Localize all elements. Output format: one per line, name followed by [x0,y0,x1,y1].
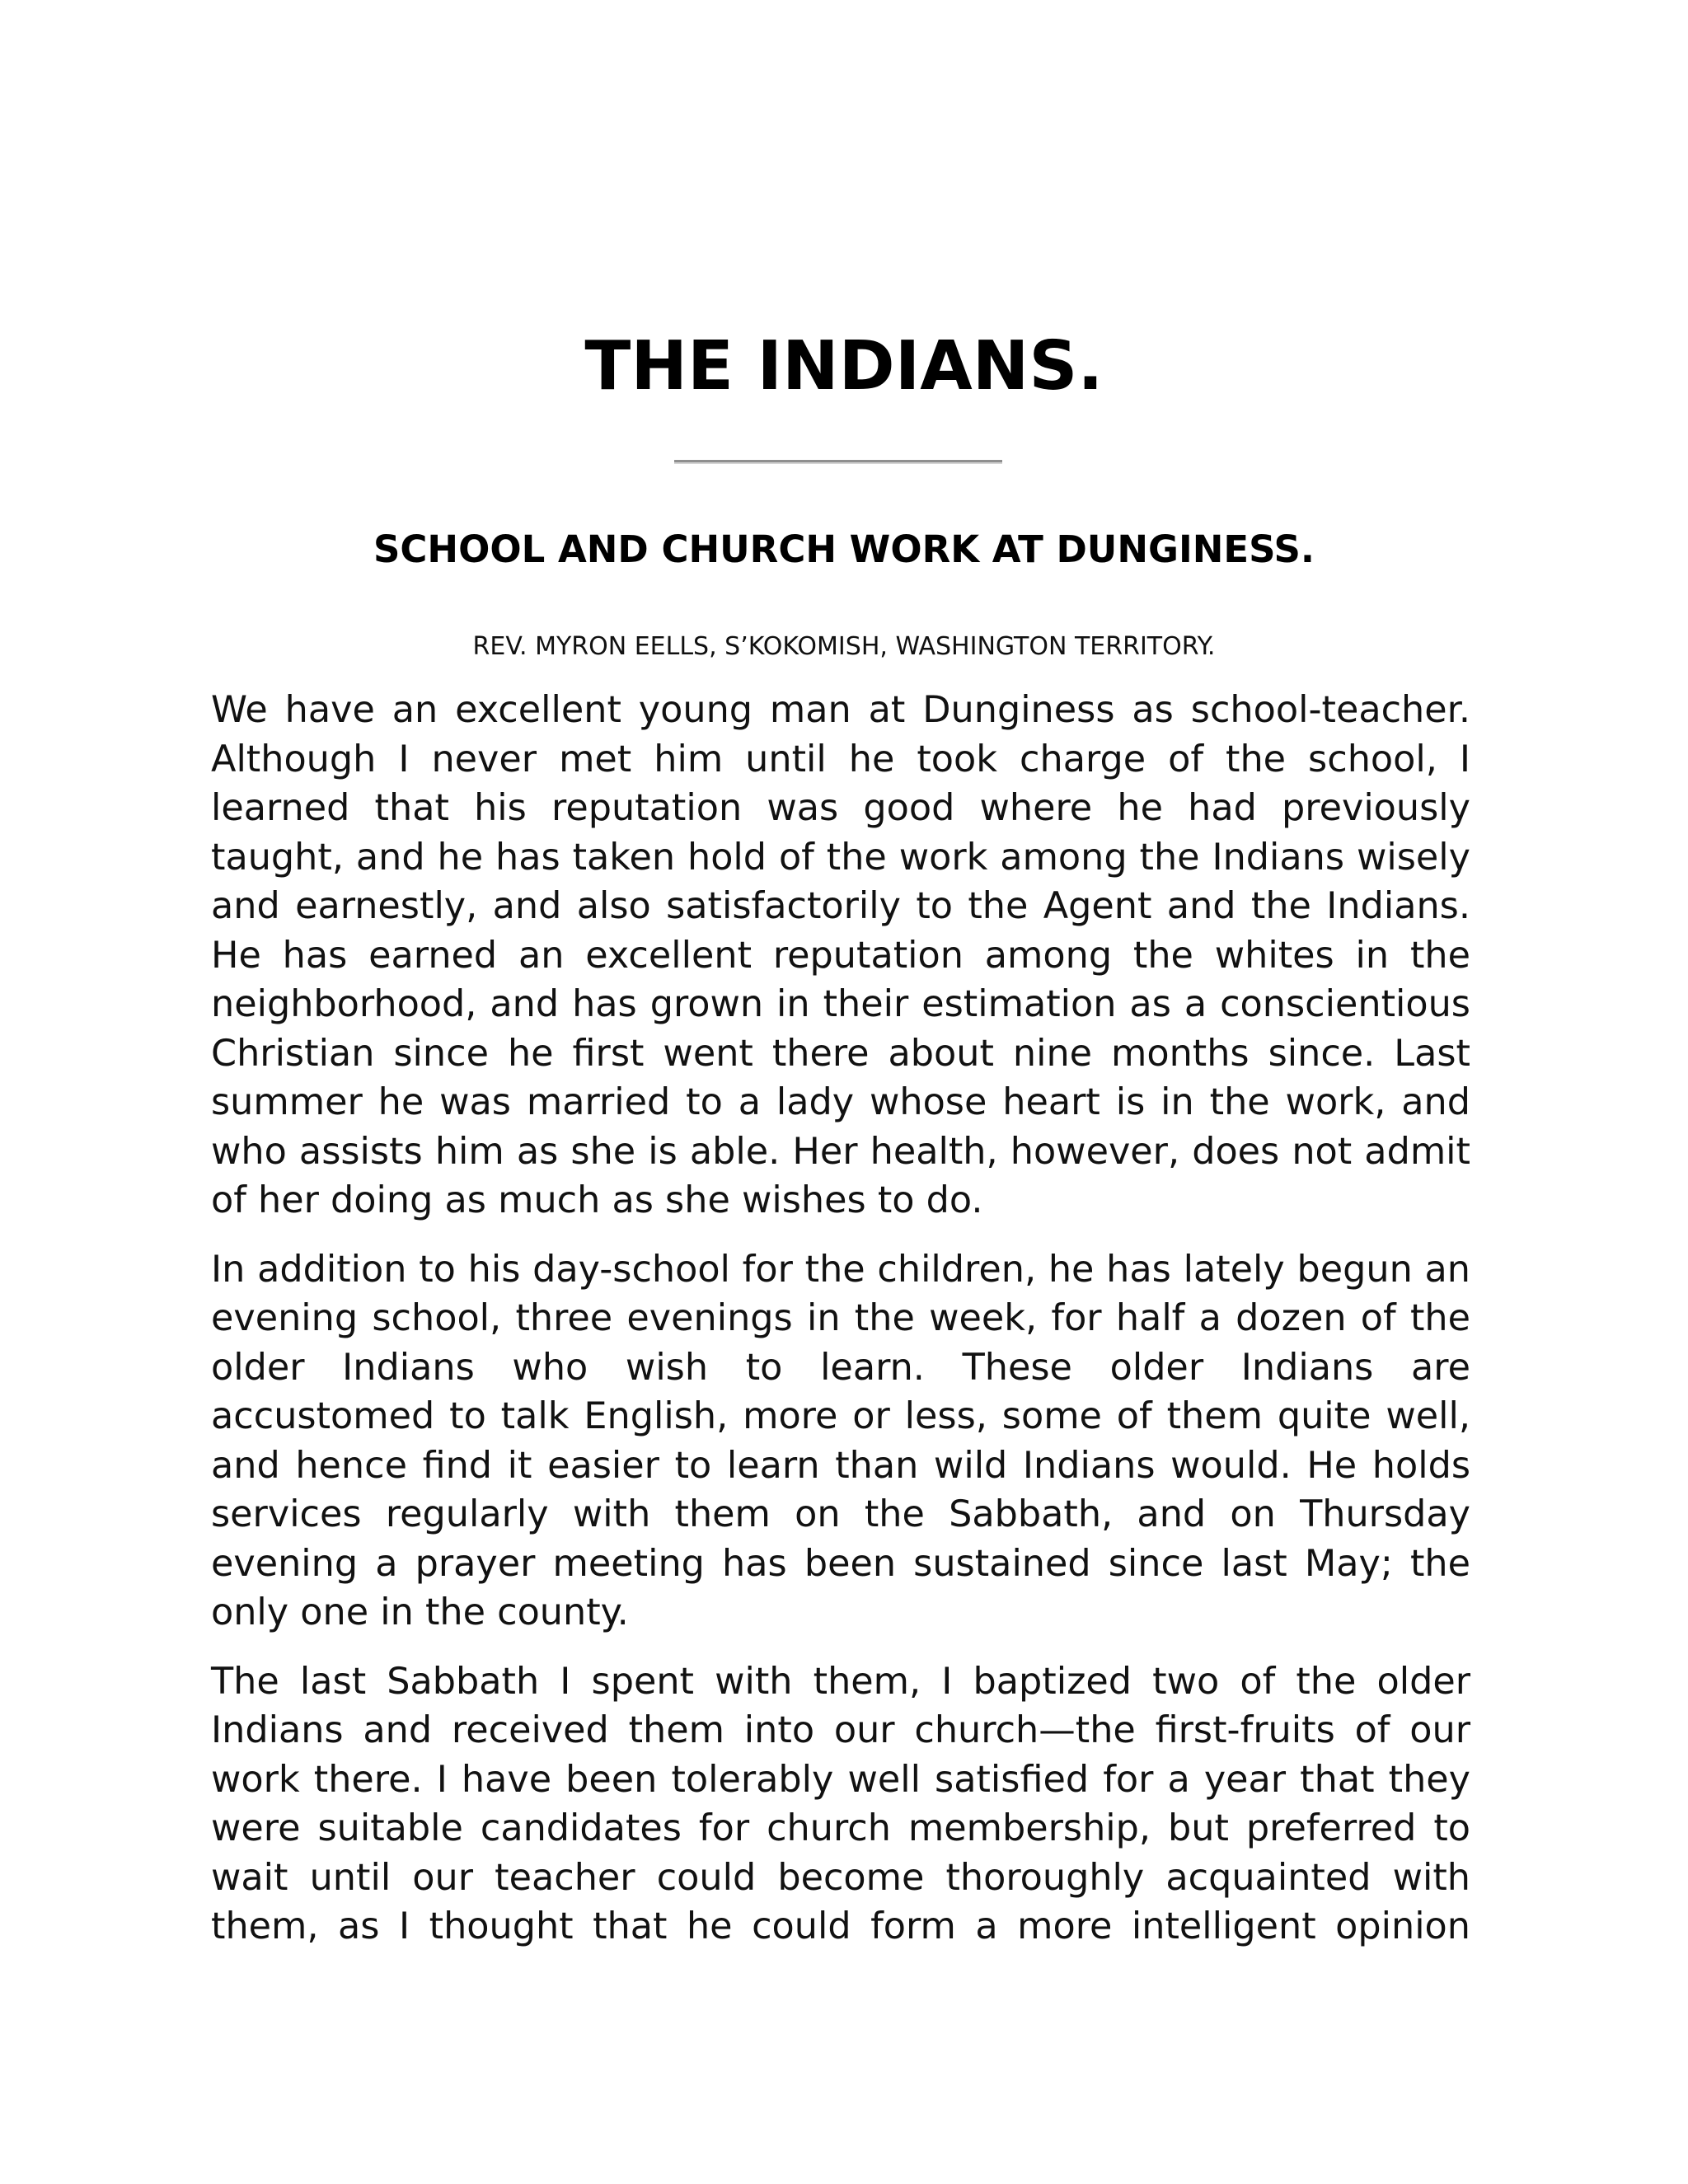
article-title: THE INDIANS. [584,327,1104,405]
author-byline: REV. MYRON EELLS, S’KOKOMISH, WASHINGTON TERRITORY. [472,632,1216,661]
paragraph-1: We have an excellent young man at Dunginess as school-teacher. Although I never met him until he took charge of the school, I learned that his reputation was good where he had previously taught, and he has taken hold of the work among the Indians wisely and earnestly, and also satisfactorily to the Agent and the Indians. He has earned an excellent reputation among the whites in the neighborhood, and has grown in their estimation as a conscientious Christian since he first went there about nine months since. Last summer he was married to a lady whose heart is in the work, and who assists him as she is able. Her health, however, does not admit of her doing as much as she wishes to do. [211,689,1470,1221]
title-divider [674,460,1002,464]
paragraph-2: In addition to his day-school for the children, he has lately begun an evening school, three evenings in the week, for half a dozen of the older Indians who wish to learn. These older Indians are accustomed to talk English, more or less, some of them quite well, and hence find it easier to learn than wild Indians would. He holds services regularly with them on the Sabbath, and on Thursday evening a prayer meeting has been sustained since last May; the only one in the county. [211,1248,1470,1633]
article-subtitle: SCHOOL AND CHURCH WORK AT DUNGINESS. [373,527,1315,571]
paragraph-3: The last Sabbath I spent with them, I baptized two of the older Indians and received them into our church—the first-fruits of our work there. I have been tolerably well satisfied for a year that they were suitable candidates for church membership, but preferred to wait until our teacher could become thoroughly acquainted with them, as I thought that he could form a more intelligent opinion [211,1660,1470,1947]
article-body [211,686,1470,1971]
